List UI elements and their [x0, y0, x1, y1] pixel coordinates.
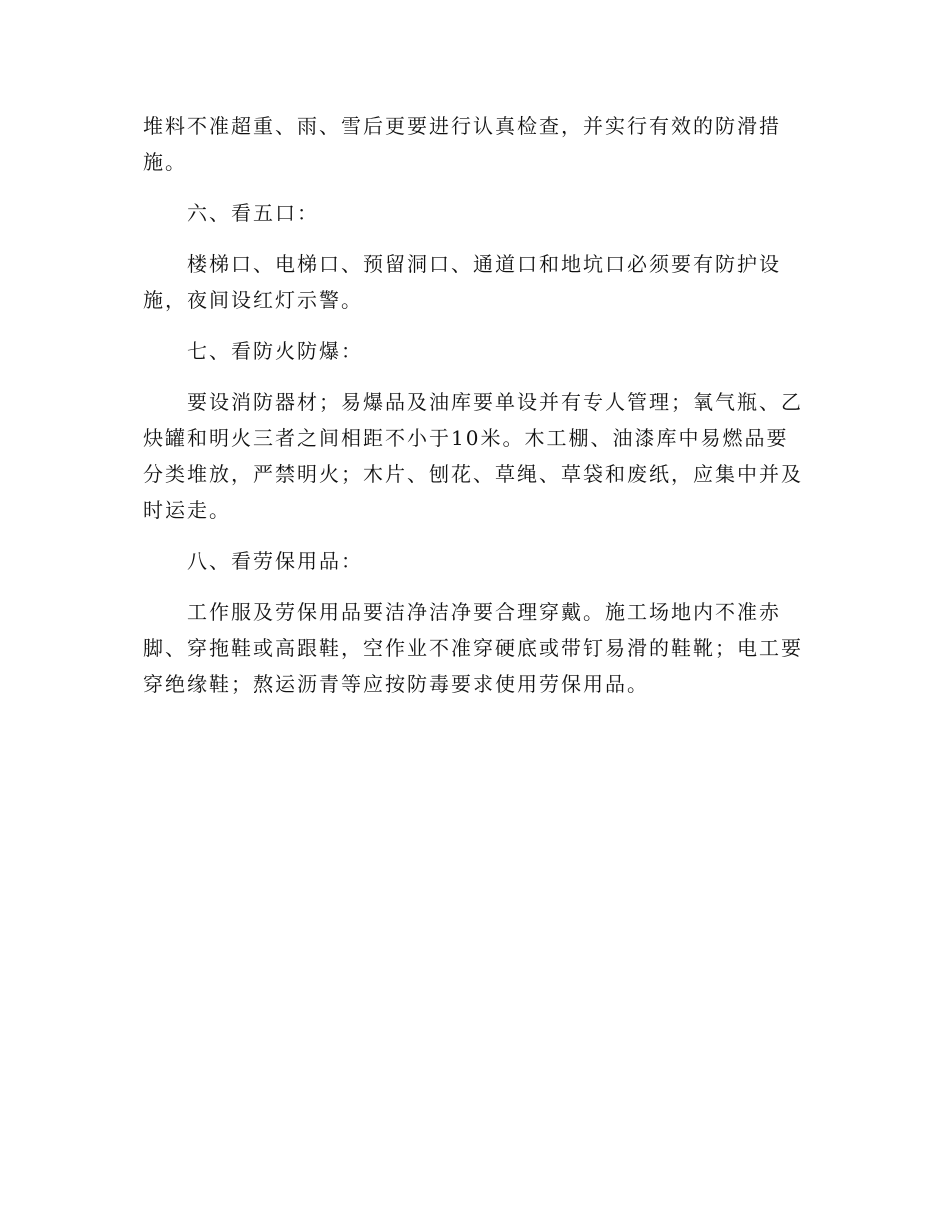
- section-heading-six: 六、看五口：: [187, 201, 319, 225]
- paragraph-fire-prevention: 要设消防器材；易爆品及油库要单设并有专人管理；氧气瓶、乙炔罐和明火三者之间相距不小于10米。木工棚、油漆库中易燃品要分类堆放，严禁明火；木片、刨花、草绳、草袋和废纸，应集中并及时运走。: [143, 390, 803, 522]
- section-heading-eight: 八、看劳保用品：: [187, 549, 363, 573]
- document-body: [143, 108, 808, 717]
- paragraph-five-openings: 楼梯口、电梯口、预留洞口、通道口和地坑口必须要有防护设施，夜间设红灯示警。: [143, 252, 781, 312]
- section-heading-seven: 七、看防火防爆：: [187, 339, 363, 363]
- paragraph-protective-equipment: 工作服及劳保用品要洁净洁净要合理穿戴。施工场地内不准赤脚、穿拖鞋或高跟鞋，空作业不准穿硬底或带钉易滑的鞋靴；电工要穿绝缘鞋；熬运沥青等应按防毒要求使用劳保用品。: [143, 600, 803, 696]
- paragraph-continuation: 堆料不准超重、雨、雪后更要进行认真检查，并实行有效的防滑措施。: [143, 114, 781, 174]
